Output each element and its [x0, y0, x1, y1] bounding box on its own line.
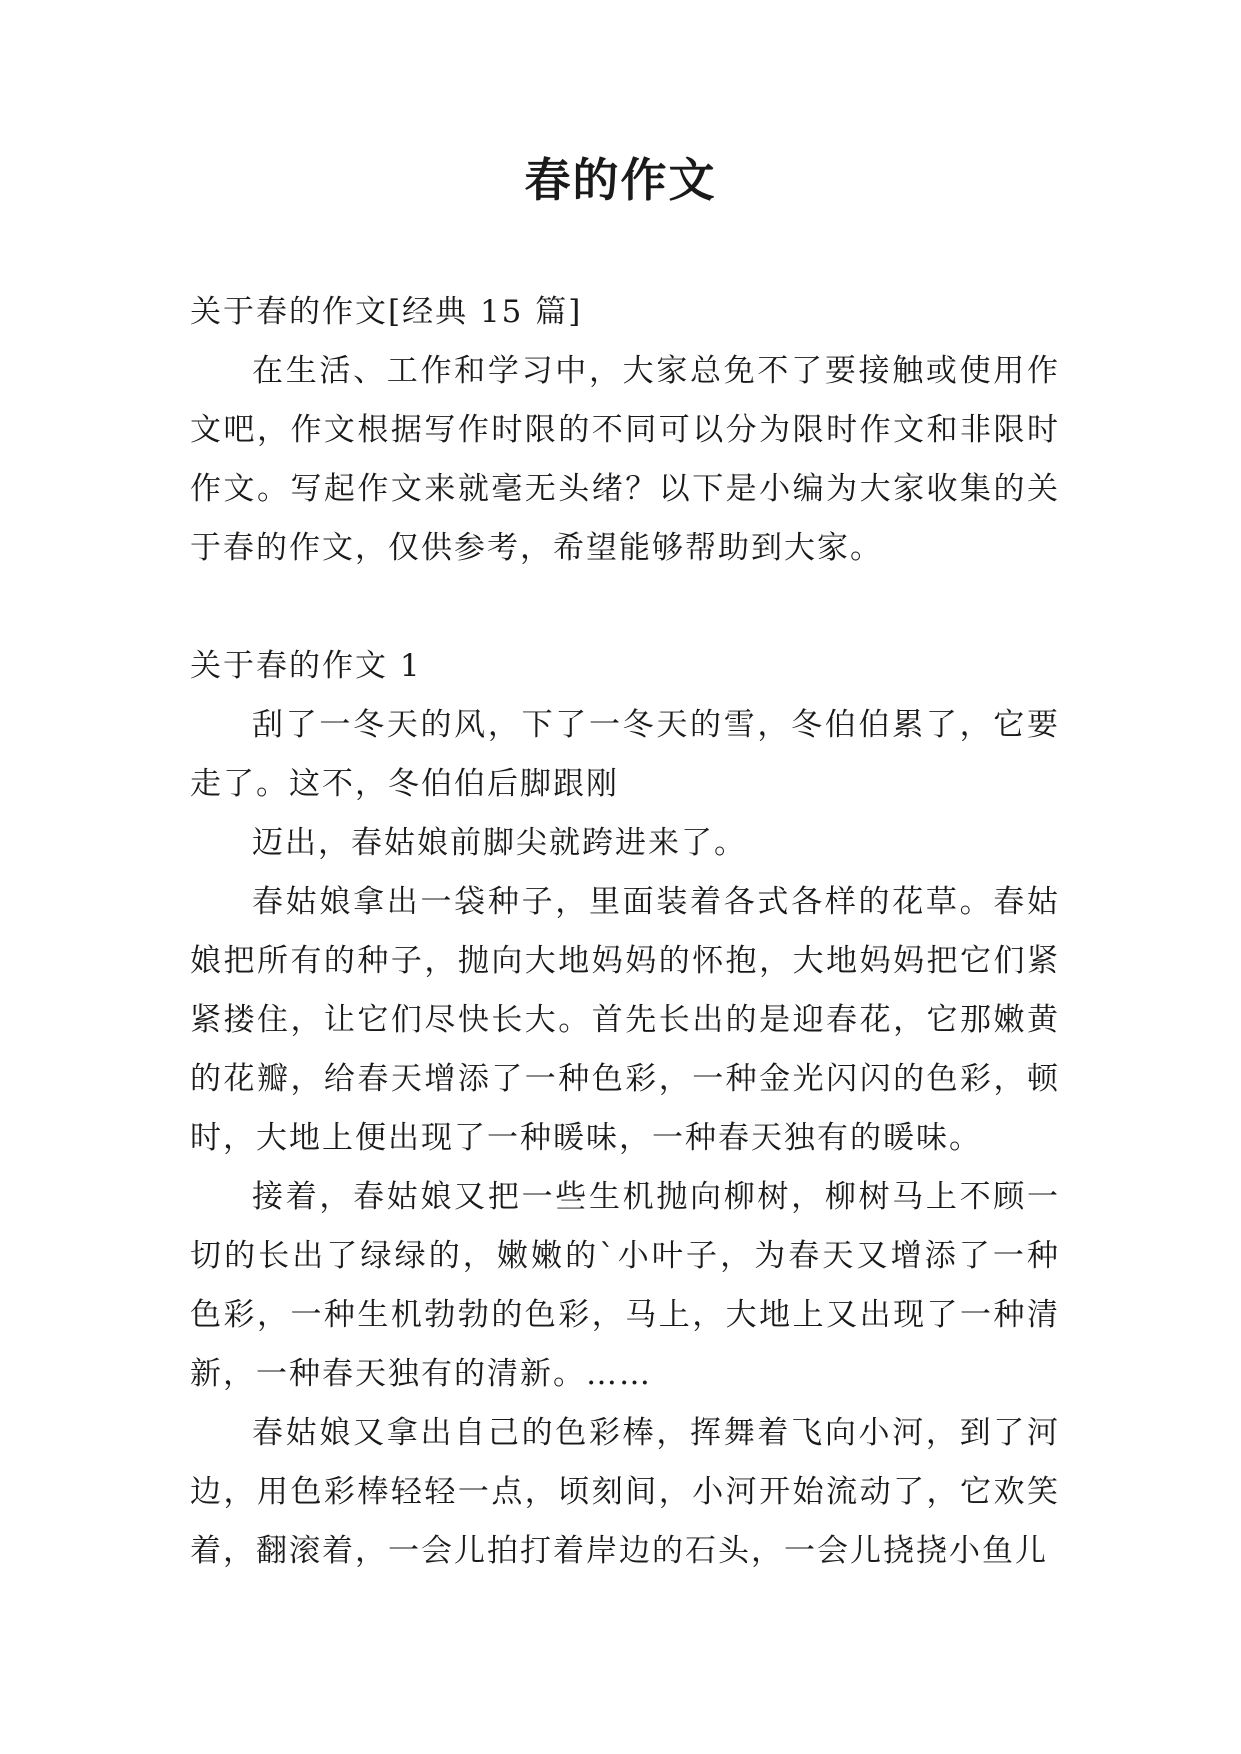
document-title: 春的作文 [524, 153, 717, 207]
body-paragraph: 接着，春姑娘又把一些生机抛向柳树，柳树马上不顾一切的长出了绿绿的，嫩嫩的`小叶子，为春天又增添了一种色彩，一种生机勃勃的色彩，马上，大地上又出现了一种清新，一种春天独有的清新。…… [190, 1179, 1060, 1392]
intro-heading: 关于春的作文[经典 15 篇] [190, 294, 583, 330]
document-body [190, 283, 1060, 1581]
body-paragraph: 迈出，春姑娘前脚尖就跨进来了。 [252, 825, 747, 861]
body-paragraph: 春姑娘又拿出自己的色彩棒，挥舞着飞向小河，到了河边，用色彩棒轻轻一点，顷刻间，小河开始流动了，它欢笑着，翻滚着，一会儿拍打着岸边的石头，一会儿挠挠小鱼儿 [190, 1415, 1060, 1569]
intro-paragraph: 在生活、工作和学习中，大家总免不了要接触或使用作文吧，作文根据写作时限的不同可以分为限时作文和非限时作文。写起作文来就毫无头绪？以下是小编为大家收集的关于春的作文，仅供参考，希望能够帮助到大家。 [190, 353, 1060, 566]
body-paragraph: 刮了一冬天的风，下了一冬天的雪，冬伯伯累了，它要走了。这不，冬伯伯后脚跟刚 [190, 707, 1060, 802]
section-heading: 关于春的作文 1 [190, 648, 422, 684]
body-paragraph: 春姑娘拿出一袋种子，里面装着各式各样的花草。春姑娘把所有的种子，抛向大地妈妈的怀抱，大地妈妈把它们紧紧搂住，让它们尽快长大。首先长出的是迎春花，它那嫩黄的花瓣，给春天增添了一种色彩，一种金光闪闪的色彩，顿时，大地上便出现了一种暖味，一种春天独有的暖味。 [190, 884, 1060, 1156]
